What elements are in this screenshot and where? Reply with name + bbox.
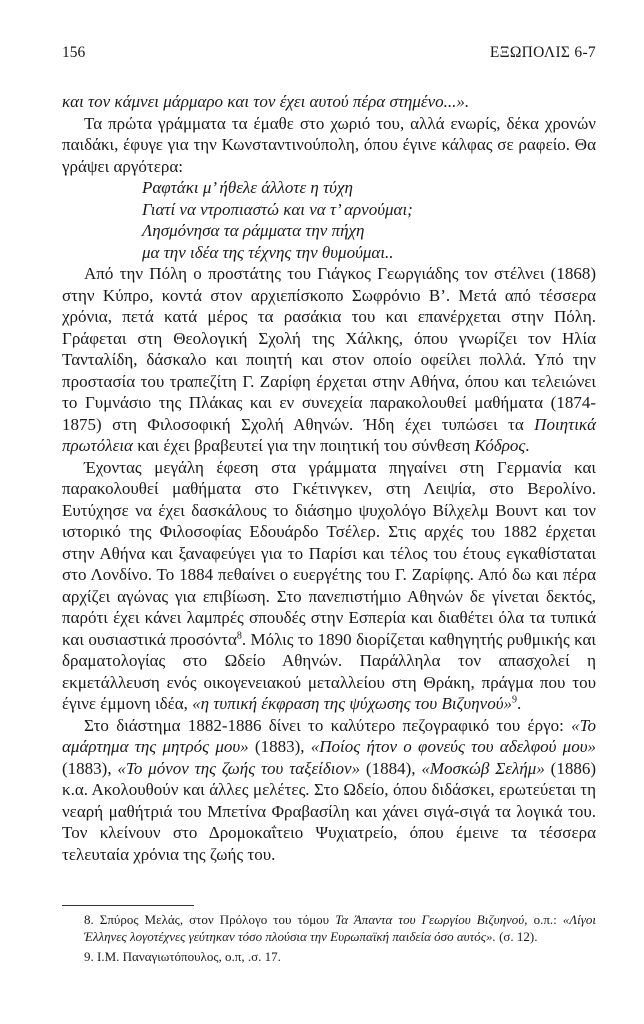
paragraph-2 <box>62 263 596 457</box>
paragraph-quote-end <box>62 91 596 113</box>
text-run: . <box>525 436 530 455</box>
poem-line: Λησμόνησα τα ράμματα την πήχη <box>142 221 365 240</box>
quote-end-text: και τον κάμνει μάρμαρο και τον έχει αυτού πέρα στημένο...». <box>62 92 470 111</box>
text-run: . Μόλις το 1890 διορίζεται καθηγητής ρυθμικής και δραματολογίας στο Ωδείο Αθηνών. Παράλληλα τον απασχολεί η εκμετάλλευση ενός οικογενειακού μεταλλείου στη Θράκη, πράγμα που του έγινε έμμονη ιδέα, <box>62 629 596 713</box>
body-text <box>62 91 596 865</box>
text-run: Στο διάστημα 1882-1886 δίνει το καλύτερο πεζογραφικό του έργο: <box>84 715 572 735</box>
poem-line: Ραφτάκι μ’ ήθελε άλλοτε η τύχη <box>142 178 353 197</box>
footnotes <box>62 911 596 968</box>
paragraph-3 <box>62 457 596 715</box>
italic-title: «Το μόνον της ζωής του ταξείδιον» <box>117 758 361 778</box>
text-run: . <box>517 694 522 713</box>
italic-title: «Το αμάρτημα της μητρός μου» <box>62 715 596 756</box>
text-run: , ο.π.: <box>524 912 563 927</box>
paragraph-1: Τα πρώτα γράμματα τα έμαθε στο χωριό του, αλλά ενωρίς, δέκα χρονών παιδάκι, έφυγε για την Κωνσταντινούπολη, όπου έγινε κάλφας σε ραφείο. Θα γράψει αργότερα: <box>62 113 596 176</box>
text-run: (σ. 12). <box>495 929 538 944</box>
italic-quote: «Λίγοι Έλληνες λογοτέχνες γεύτηκαν τόσο πλούσια την Ευρωπαϊκή παιδεία όσο αυτός». <box>84 912 596 944</box>
poem-line: μα την ιδέα της τέχνης την θυμούμαι.. <box>142 242 394 262</box>
italic-quote: «η τυπική έκφραση της ψύχωσης του Βιζυηνού» <box>192 694 513 713</box>
italic-title: Ποιητικά πρωτόλεια <box>62 414 596 455</box>
running-title: ΕΞΩΠΟΛΙΣ 6-7 <box>489 44 596 61</box>
italic-title: Κόδρος <box>474 436 526 455</box>
poem <box>62 177 596 263</box>
footnote-divider <box>62 905 194 906</box>
footnote-ref: 9 <box>512 694 518 706</box>
footnote-9: 9. Ι.Μ. Παναγιωτόπουλος, ο.π, .σ. 17. <box>84 949 281 964</box>
page-number: 156 <box>62 44 86 61</box>
paragraph-4 <box>62 715 596 866</box>
italic-title: «Μοσκώβ Σελήμ» <box>421 758 545 778</box>
text-run: (1883), <box>248 737 311 756</box>
italic-title: «Ποίος ήτον ο φονεύς του αδελφού μου» <box>310 737 596 756</box>
text-run: και έχει βραβευτεί για την ποιητική του σύνθεση <box>132 436 475 455</box>
text-run: (1884), <box>360 758 422 778</box>
italic-title: Τα Άπαντα του Γεωργίου Βιζυηνού <box>335 912 525 927</box>
text-run: Έχοντας μεγάλη έφεση στα γράμματα πηγαίνει στη Γερμανία και παρακολουθεί μαθήματα στο Γκέτινγκεν, στη Λειψία, στο Βερολίνο. Ευτύχησε να έχει δασκάλους το διάσημο ψυχολόγο Βίλχελμ Βουντ και τον ιστορικό της Φιλοσοφίας Εδουάρδο Τσέλερ. Στις αρχές του 1882 έρχεται στην Αθήνα και ξαναφεύγει για το Παρίσι και τέλος του έτους εγκαθίσταται στο Λονδίνο. Το 1884 πεθαίνει ο ευεργέτης του Γ. Ζαρίφης. Από δω και πέρα αρχίζει αγώνας για επιβίωση. Στο πανεπιστήμιο Αθηνών δε γίνεται δεκτός, παρότι έχει κάνει λαμπρές σπουδές στην Εσπερία και διαθέτει όλα τα τυπικά και ουσιαστικά προσόντα <box>62 457 596 649</box>
text-run: Από την Πόλη ο προστάτης του Γιάγκος Γεωργιάδης τον στέλνει (1868) στην Κύπρο, κοντά στον αρχιεπίσκοπο Σωφρόνιο Β’. Μετά από τέσσερα χρόνια, πετά κατά μέρος τα ρασάκια του και επανέρχεται στην Πόλη. Γράφεται στη Θεολογική Σχολή της Χάλκης, όπου γνωρίζει τον Ηλία Τανταλίδη, δάσκαλο και ποιητή και στον οποίο οφείλει πολλά. Υπό την προστασία του τραπεζίτη Γ. Ζαρίφη έρχεται στην Αθήνα, όπου και τελειώνει το Γυμνάσιο της Πλάκας και εν συνεχεία παρακολουθεί μαθήματα (1874-1875) στη Φιλοσοφική Σχολή Αθηνών. Ήδη έχει τυπώσει τα <box>62 264 596 434</box>
poem-line: Γιατί να ντροπιαστώ και να τ’ αρνούμαι; <box>142 199 413 219</box>
footnote-8 <box>62 911 596 945</box>
text-run: (1883), <box>62 758 118 778</box>
text-run: 8. Σπύρος Μελάς, στον Πρόλογο του τόμου <box>84 912 336 927</box>
text-run: (1886) κ.α. Ακολουθούν και άλλες μελέτες. Στο Ωδείο, όπου διδάσκει, ερωτεύεται τη νεαρή μαθήτριά του Μπετίνα Φραβασίλη και χάνει σιγά-σιγά τα λογικά του. Τον κλείνουν στο Δρομοκαΐτειο Ψυχιατρείο, όπου έμεινε τα τέσσερα τελευταία χρόνια της ζωής του. <box>62 758 597 864</box>
footnote-ref: 8 <box>236 629 242 641</box>
page-header <box>62 40 596 64</box>
